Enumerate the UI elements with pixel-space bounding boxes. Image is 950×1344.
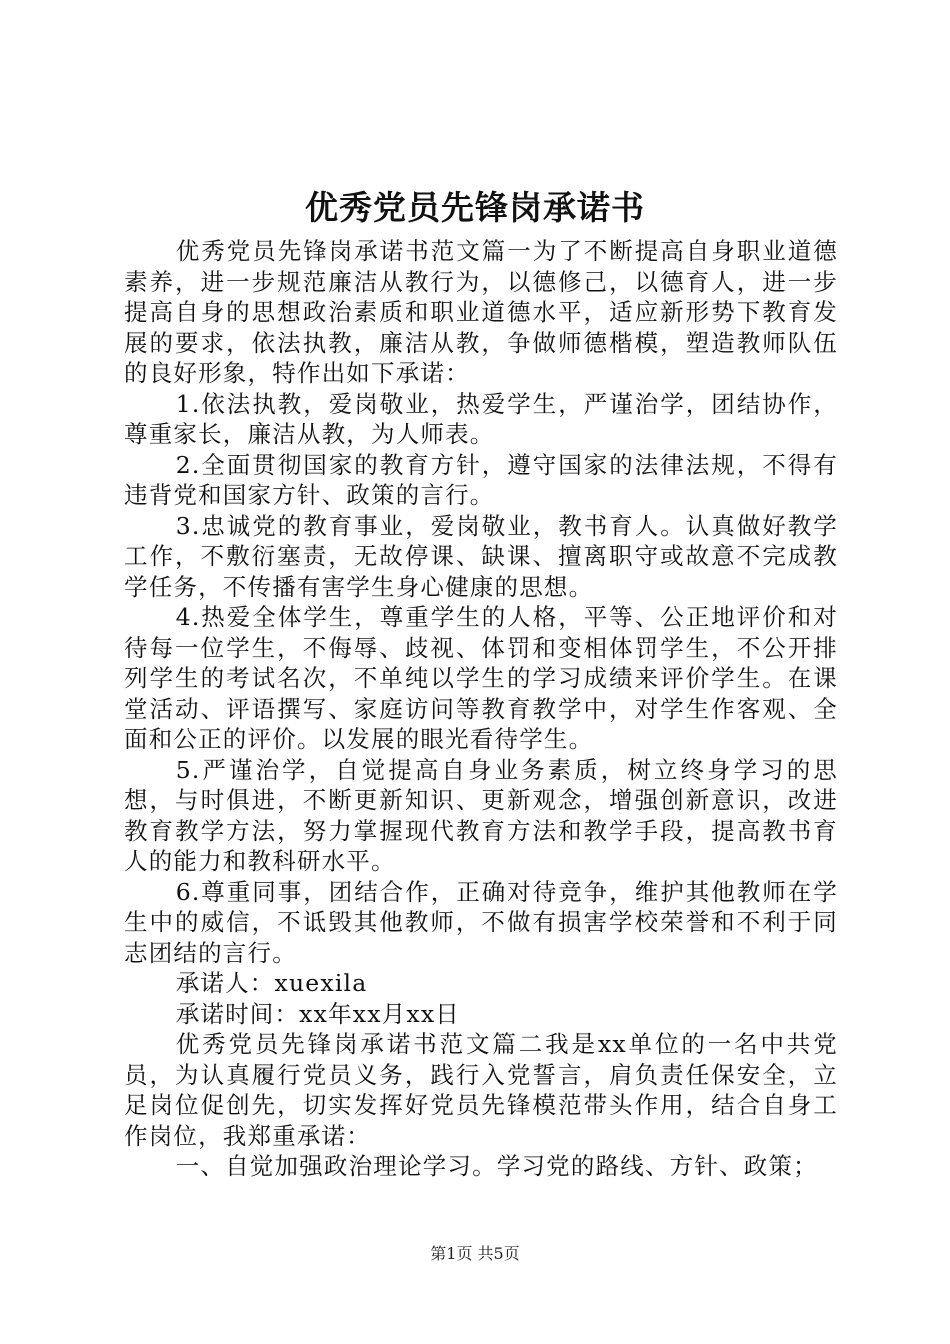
paragraph-item-1: 1.依法执教，爱岗敬业，热爱学生，严谨治学，团结协作，尊重家长，廉洁从教，为人师表。 (124, 389, 838, 448)
document-title: 优秀党员先锋岗承诺书 (305, 188, 645, 227)
paragraph-item-2: 2.全面贯彻国家的教育方针，遵守国家的法律法规，不得有违背党和国家方针、政策的言行。 (124, 450, 838, 509)
paragraph-item-4: 4.热爱全体学生，尊重学生的人格，平等、公正地评价和对待每一位学生，不侮辱、歧视、体罚和变相体罚学生，不公开排列学生的考试名次，不单纯以学生的学习成绩来评价学生。在课堂活动、评语撰写、家庭访问等教育教学中，对学生作客观、全面和公正的评价。以发展的眼光看待学生。 (124, 603, 838, 753)
paragraph-second-item-1: 一、自觉加强政治理论学习。学习党的路线、方针、政策； (175, 1152, 818, 1180)
page-footer: 第1页 共5页 (430, 1244, 520, 1263)
paragraph-item-6: 6.尊重同事，团结合作，正确对待竞争，维护其他教师在学生中的威信，不诋毁其他教师，不做有损害学校荣誉和不利于同志团结的言行。 (124, 877, 838, 967)
paragraph-item-3: 3.忠诚党的教育事业，爱岗敬业，教书育人。认真做好教学工作，不敷衍塞责，无故停课、缺课、擅离职守或故意不完成教学任务，不传播有害学生身心健康的思想。 (124, 511, 838, 601)
paragraph-second-intro: 优秀党员先锋岗承诺书范文篇二我是xx单位的一名中共党员，为认真履行党员义务，践行入党誓言，肩负责任保安全，立足岗位促创先，切实发挥好党员先锋模范带头作用，结合自身工作岗位，我郑重承诺： (124, 1030, 838, 1150)
document-body (124, 236, 838, 1182)
paragraph-date: 承诺时间：xx年xx月xx日 (175, 999, 461, 1028)
paragraph-item-5: 5.严谨治学，自觉提高自身业务素质，树立终身学习的思想，与时俱进，不断更新知识、更新观念，增强创新意识，改进教育教学方法，努力掌握现代教育方法和教学手段，提高教书育人的能力和教科研水平。 (124, 755, 838, 875)
paragraph-intro: 优秀党员先锋岗承诺书范文篇一为了不断提高自身职业道德素养，进一步规范廉洁从教行为，以德修己，以德育人，进一步提高自身的思想政治素质和职业道德水平，适应新形势下教育发展的要求，依法执教，廉洁从教，争做师德楷模，塑造教师队伍的良好形象，特作出如下承诺： (124, 237, 838, 387)
paragraph-signer: 承诺人：xuexila (175, 969, 368, 997)
